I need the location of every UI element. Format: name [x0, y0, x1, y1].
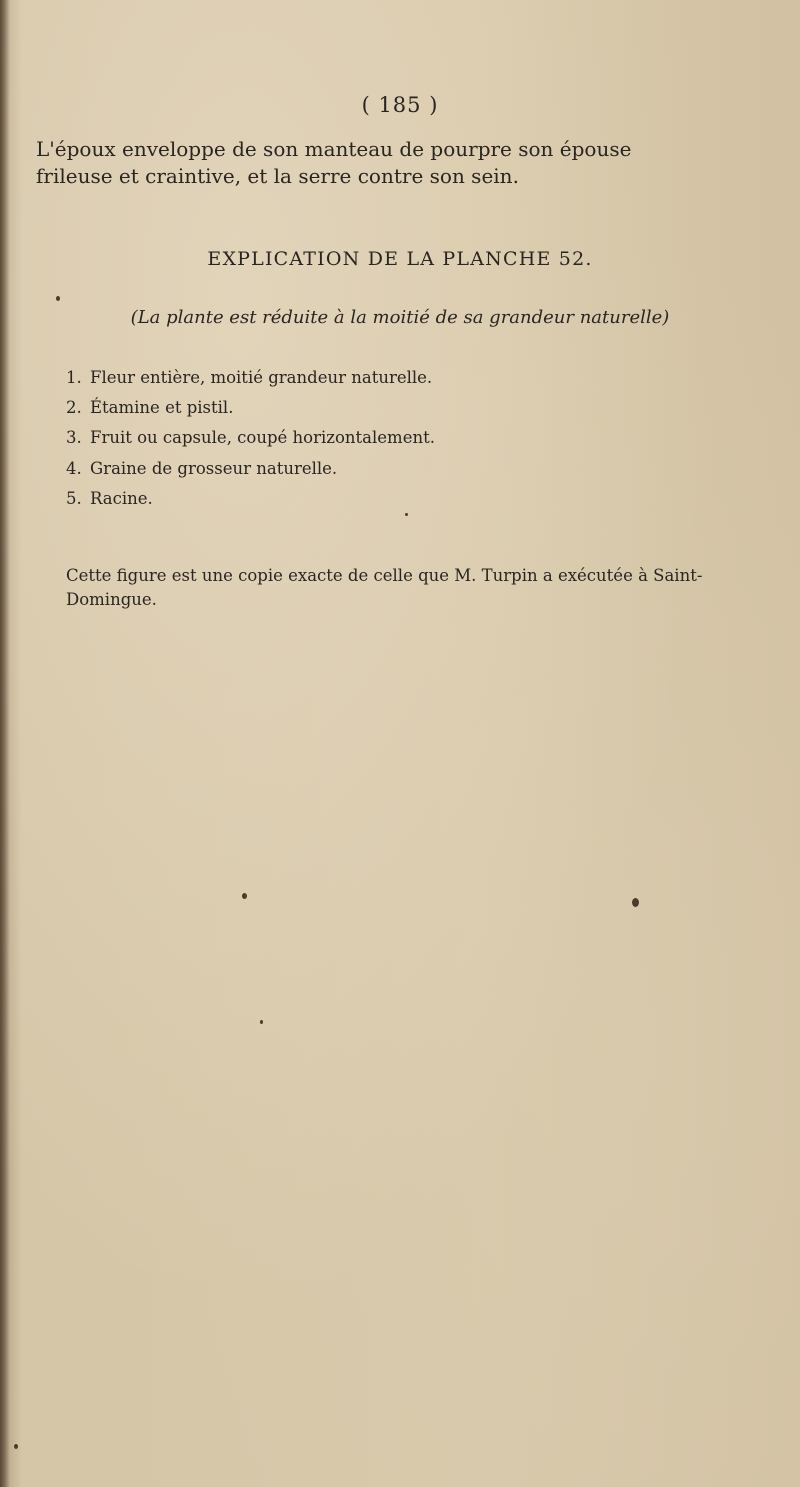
page-spine-shadow — [0, 0, 10, 1487]
ink-speck — [56, 296, 60, 301]
list-item — [66, 398, 233, 417]
page-number: ( 185 ) — [361, 93, 439, 117]
list-item-text: Racine. — [90, 489, 153, 508]
section-heading: EXPLICATION DE LA PLANCHE 52. — [207, 248, 593, 270]
list-item-number: 5. — [66, 489, 82, 508]
list-item — [66, 368, 432, 387]
ink-speck — [632, 898, 639, 907]
ink-speck — [14, 1444, 18, 1449]
scale-note: (La plante est réduite à la moitié de sa grandeur naturelle) — [130, 307, 670, 328]
caption-line-2: Domingue. — [66, 590, 157, 609]
list-item-number: 4. — [66, 459, 82, 478]
ink-speck — [260, 1020, 263, 1024]
list-item — [66, 489, 153, 508]
ink-speck — [242, 893, 247, 899]
list-item-number: 2. — [66, 398, 82, 417]
verse-line-1: L'époux enveloppe de son manteau de pourpre son épouse — [36, 137, 632, 161]
list-item-text: Fruit ou capsule, coupé horizontalement. — [90, 428, 435, 447]
list-item-text: Graine de grosseur naturelle. — [90, 459, 338, 478]
list-item-number: 1. — [66, 368, 82, 387]
verse-line-2: frileuse et craintive, et la serre contre son sein. — [36, 164, 519, 188]
list-item-number: 3. — [66, 428, 82, 447]
caption-line-1: Cette figure est une copie exacte de celle que M. Turpin a exécutée à Saint- — [66, 566, 703, 585]
list-item — [66, 459, 337, 478]
ink-speck — [405, 513, 408, 516]
list-item-text: Étamine et pistil. — [90, 398, 234, 417]
list-item-text: Fleur entière, moitié grandeur naturelle. — [90, 368, 433, 387]
list-item — [66, 428, 435, 447]
